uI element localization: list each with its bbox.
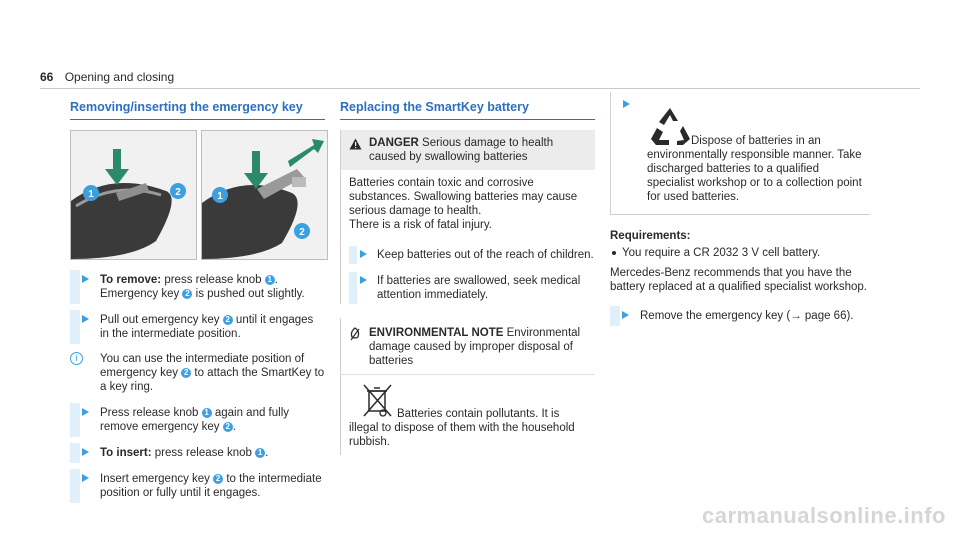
section-heading-battery: Replacing the SmartKey battery — [340, 100, 595, 120]
warning-icon — [349, 138, 362, 150]
step-arrow-icon — [82, 474, 89, 482]
danger-step-swallowed: If batteries are swallowed, seek medical attention immediately. — [341, 272, 595, 304]
danger-step-children: Keep batteries out of the reach of children. — [341, 246, 595, 264]
step-insert: To insert: press release knob 1 . — [70, 443, 325, 463]
figure-panel-pull-out — [201, 130, 328, 260]
step-arrow-icon — [622, 311, 629, 319]
header-divider — [40, 88, 920, 89]
emergency-key-section — [70, 100, 325, 509]
step-arrow-icon — [623, 100, 630, 108]
step-arrow-icon — [360, 250, 367, 258]
danger-box — [340, 130, 595, 304]
recycle-box — [610, 92, 870, 215]
section-heading-emergency-key: Removing/inserting the emergency key — [70, 100, 325, 120]
info-icon: i — [70, 352, 83, 365]
step-remove-emergency-key: Remove the emergency key (→ page 66). — [610, 306, 870, 326]
requirements — [610, 229, 870, 326]
step-arrow-icon — [360, 276, 367, 284]
figure-panel-remove — [70, 130, 197, 260]
environmental-note-header: ENVIRONMENTAL NOTE Environmental damage caused by improper disposal of batteries — [341, 318, 595, 374]
danger-header: DANGER Serious damage to health caused by swallowing batteries — [341, 130, 595, 170]
emergency-key-figure — [70, 130, 325, 260]
watermark: carmanualsonline.info — [702, 503, 946, 528]
page-header — [40, 70, 174, 84]
battery-section — [340, 100, 595, 455]
callout-1: 1 — [88, 189, 94, 200]
recommendation-text: Mercedes-Benz recommends that you have the battery replaced at a qualified specialist workshop. — [610, 267, 867, 293]
environmental-note-body: Batteries contain pollutants. It is illegal to dispose of them with the household rubbish. — [341, 375, 595, 455]
page-number: 66 — [40, 70, 54, 84]
callout-2: 2 — [175, 187, 181, 198]
step-arrow-icon — [82, 315, 89, 323]
step-pull-out: Pull out emergency key 2 until it engages in the intermediate position. — [70, 310, 325, 344]
key-press-illustration — [71, 131, 196, 259]
step-arrow-icon — [82, 408, 89, 416]
step-remove: To remove: press release knob 1 . Emergency key 2 is pushed out slightly. — [70, 270, 325, 304]
battery-disposal-section — [610, 92, 870, 332]
emergency-key-steps — [70, 270, 325, 503]
page-reference-link[interactable]: page 66). — [801, 310, 854, 322]
environment-icon — [349, 327, 361, 341]
step-arrow-icon — [82, 448, 89, 456]
step-insert-key: Insert emergency key 2 to the intermediate position or fully until it engages. — [70, 469, 325, 503]
step-arrow-icon — [82, 275, 89, 283]
callout-2-b: 2 — [299, 227, 305, 238]
danger-body: Batteries contain toxic and corrosive substances. Swallowing batteries may cause serious damage to health. There is a risk of fatal injury. — [349, 177, 578, 231]
requirement-item: You require a CR 2032 3 V cell battery. — [610, 246, 870, 260]
requirements-label: Requirements: — [610, 230, 691, 242]
recycle-text: Dispose of batteries in an environmentally responsible manner. Take discharged batteries to a qualified specialist workshop or to a collection point for used batteries. — [647, 135, 862, 203]
page-title: Opening and closing — [64, 70, 175, 84]
environmental-note-box — [340, 318, 595, 455]
note-intermediate-position: i You can use the intermediate position of emergency key 2 to attach the SmartKey to a key ring. — [70, 350, 325, 397]
callout-1-b: 1 — [217, 191, 223, 202]
step-press-again: Press release knob 1 again and fully remove emergency key 2 . — [70, 403, 325, 437]
key-pull-illustration — [202, 131, 327, 259]
